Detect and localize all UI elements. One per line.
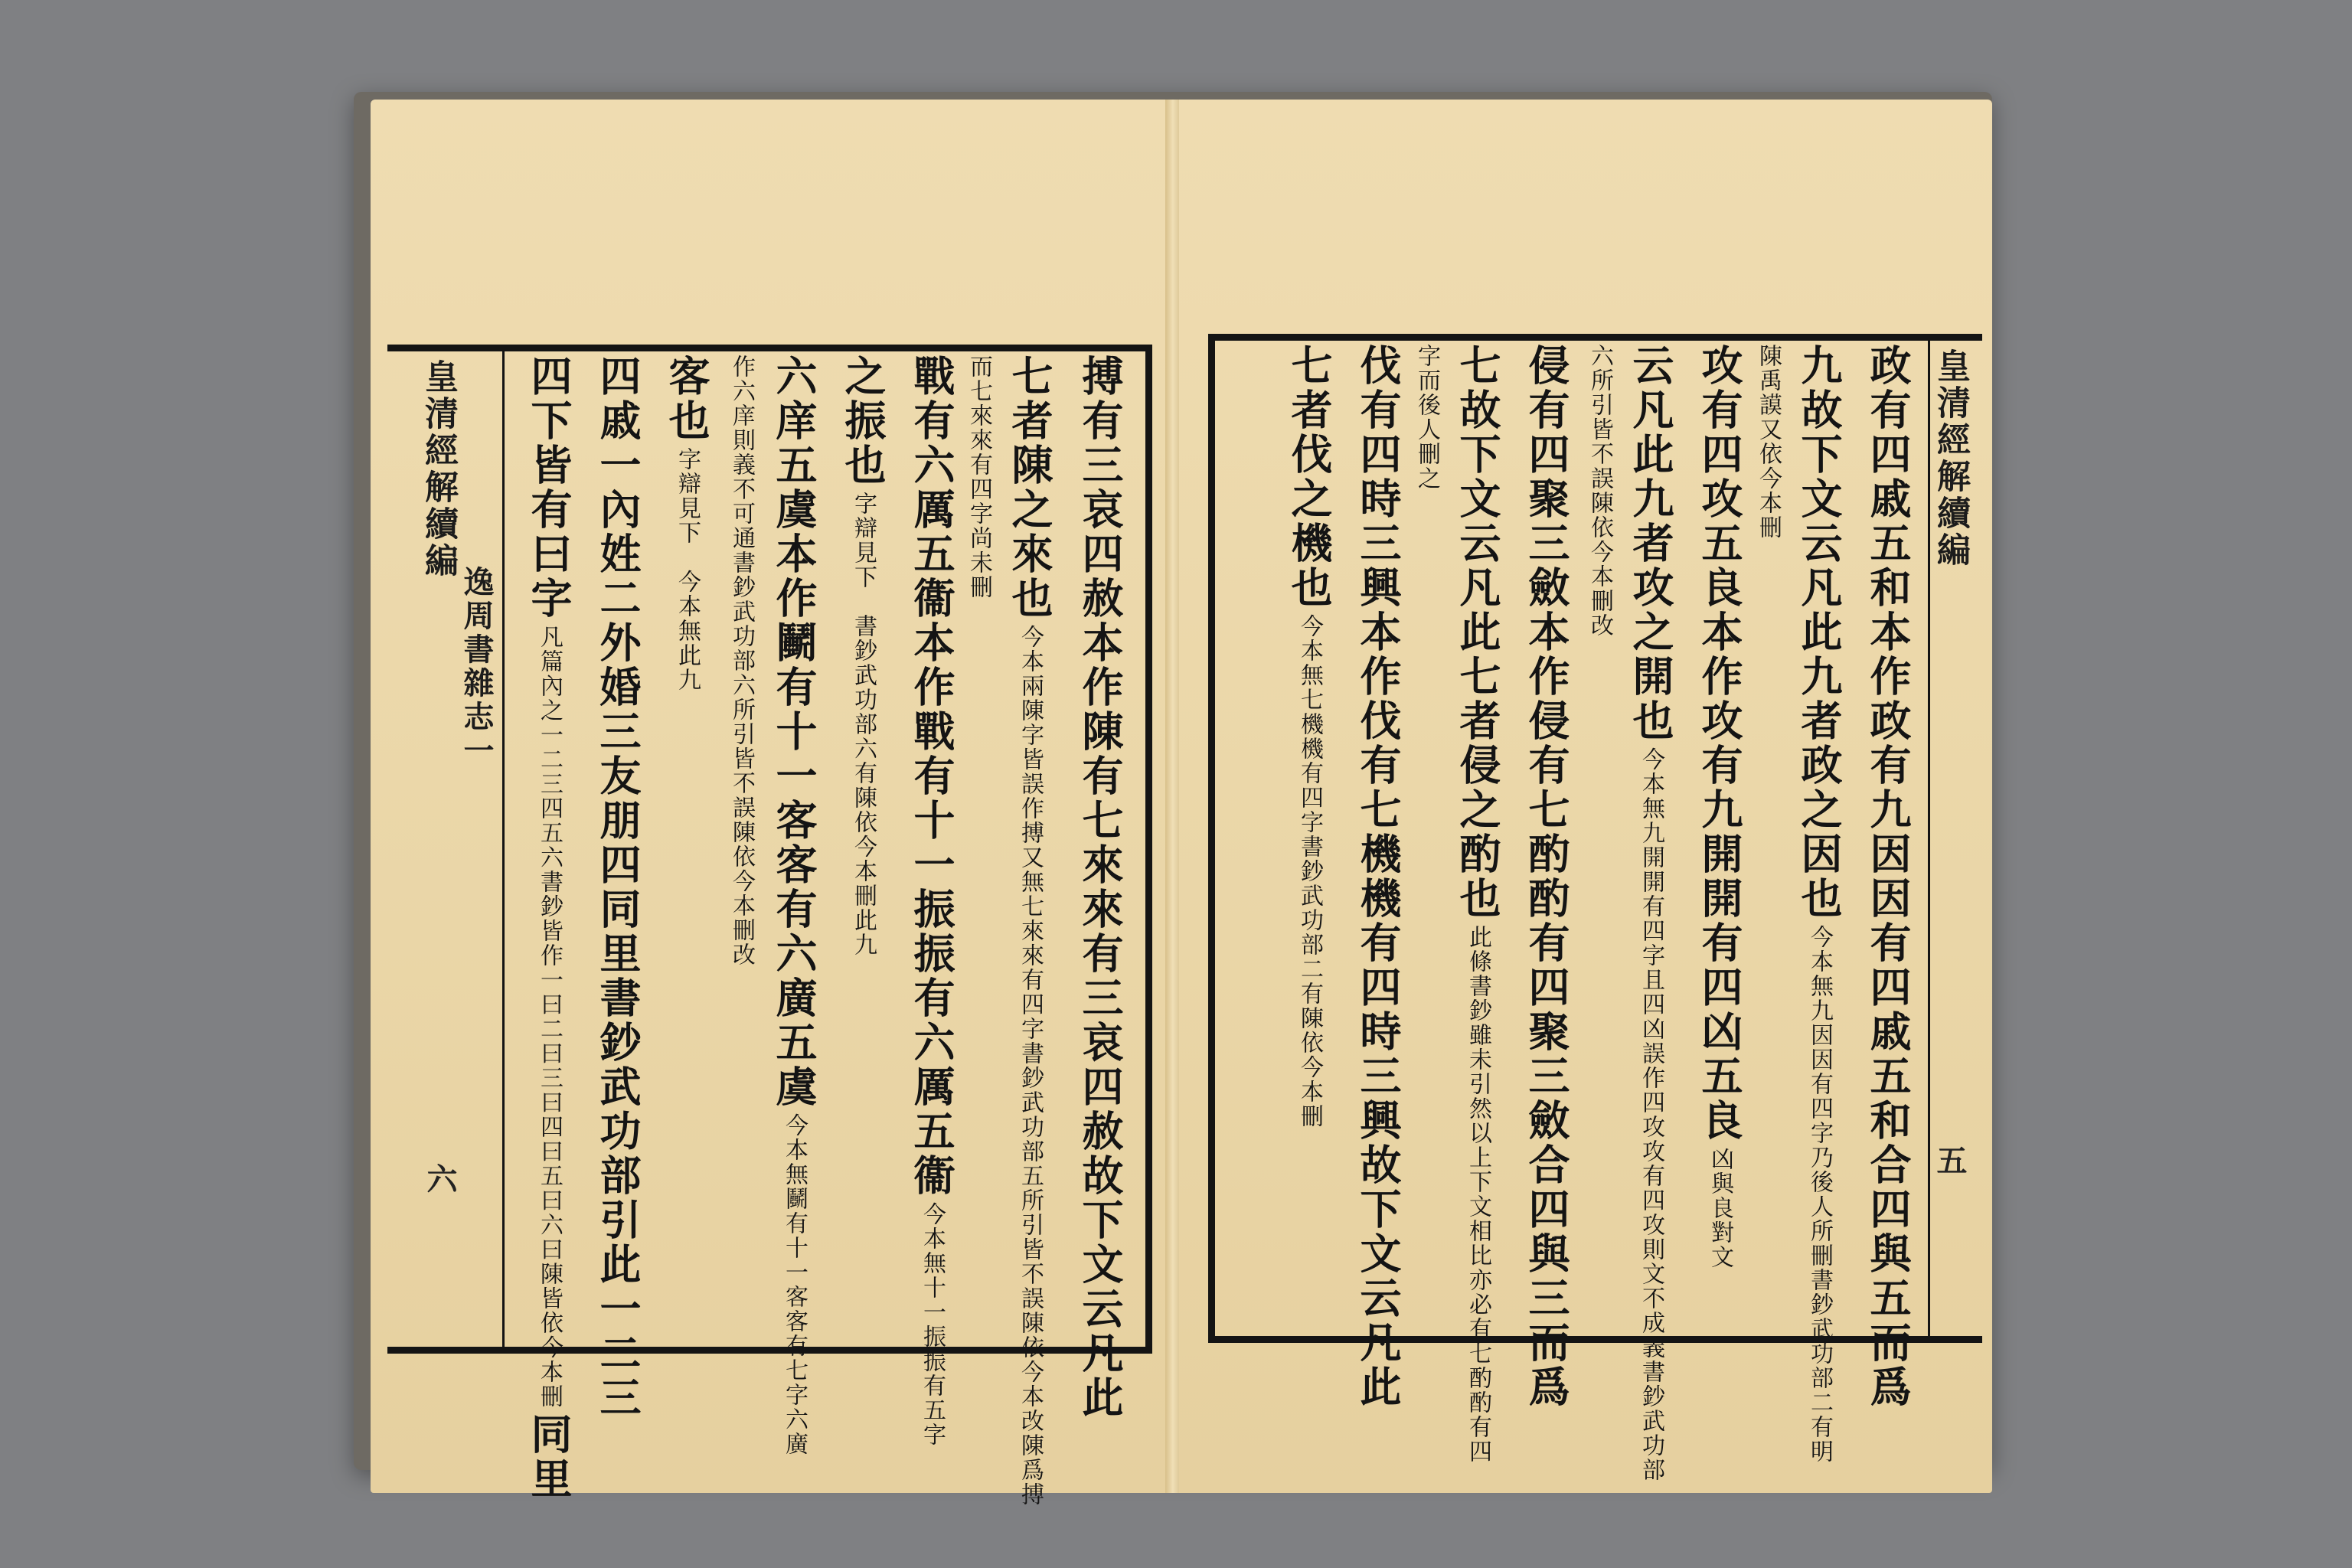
- right-margin-title: 皇清經解續編: [1931, 348, 1970, 569]
- left-col-8: 客也 字辯見下 今本無此九: [662, 354, 711, 693]
- right-col-1: 政有四戚五和本作政有九因因有四戚五和合四與五而爲: [1864, 344, 1913, 1410]
- right-page: [1179, 100, 1992, 1493]
- right-col-7: 侵有四聚三斂本作侵有七酌酌有四聚三斂合四與三而爲: [1522, 344, 1571, 1410]
- right-col-8: 七故下文云凡此七者侵之酌也 此條書鈔雖未引然以上下文相比亦必有七酌酌有四: [1453, 344, 1502, 1465]
- left-folio: 六: [422, 1163, 458, 1194]
- left-col-9: 四戚一內姓二外婚三友朋四同里書鈔武功部引此一二三: [593, 354, 642, 1420]
- left-col-4: 戰有六厲五衞本作戰有十一振振有六厲五衞 今本無十一振振有五字: [907, 354, 956, 1448]
- right-text-frame: [1208, 334, 1982, 1483]
- left-col-7: 作六庠則義不可通書鈔武功部六所引皆不誤陳依今本刪改: [728, 354, 755, 967]
- right-col-2: 九故下文云凡此九者政之因也 今本無九因因有四字乃後人所刪書鈔武功部二有明: [1795, 344, 1844, 1465]
- left-col-3: 而七來來有四字尚未刪: [965, 354, 992, 599]
- left-margin-section: 逸周書雜志一: [459, 566, 495, 768]
- left-col-10: 四下皆有曰字 凡篇內之一二三四五六書鈔皆作一曰二曰三曰四曰五曰六曰陳皆依今本刪 同里: [524, 354, 573, 1502]
- left-col-6: 六庠五虞本作鬭有十一客客有六廣五虞 今本無鬭有十一客客有七字六廣: [769, 354, 818, 1457]
- right-col-9: 字而後人刪之: [1413, 344, 1440, 491]
- left-margin-title: 皇清經解續編: [419, 359, 458, 580]
- right-col-5: 云凡此九者攻之開也 今本無九開開有四字且四凶誤作四攻攻有四攻則文不成義書鈔武功部: [1626, 344, 1675, 1483]
- right-col-3: 陳禹謨又依今本刪: [1755, 344, 1782, 540]
- right-col-10: 伐有四時三興本作伐有七機機有四時三興故下文云凡此: [1354, 344, 1403, 1410]
- left-page: [371, 100, 1168, 1508]
- left-text-frame: [387, 345, 1152, 1508]
- right-folio: 五: [1932, 1145, 1968, 1175]
- margin-rule: [502, 351, 505, 1347]
- right-col-6: 六所引皆不誤陳依今本刪改: [1586, 344, 1613, 638]
- right-col-4: 攻有四攻五良本作攻有九開開有四凶五良 凶與良對文: [1695, 344, 1744, 1270]
- right-col-11: 七者伐之機也 今本無七機機有四字書鈔武功部二有陳依今本刪: [1285, 344, 1334, 1129]
- left-col-2: 七者陳之來也 今本兩陳字皆誤作搏又無七來來有四字書鈔武功部五所引皆不誤陳依今本改陳爲搏: [1005, 354, 1054, 1508]
- left-col-1: 搏有三哀四赦本作陳有七來來有三哀四赦故下文云凡此: [1076, 354, 1125, 1420]
- left-col-5: 之振也 字辯見下 書鈔武功部六有陳依今本刪此九: [838, 354, 887, 958]
